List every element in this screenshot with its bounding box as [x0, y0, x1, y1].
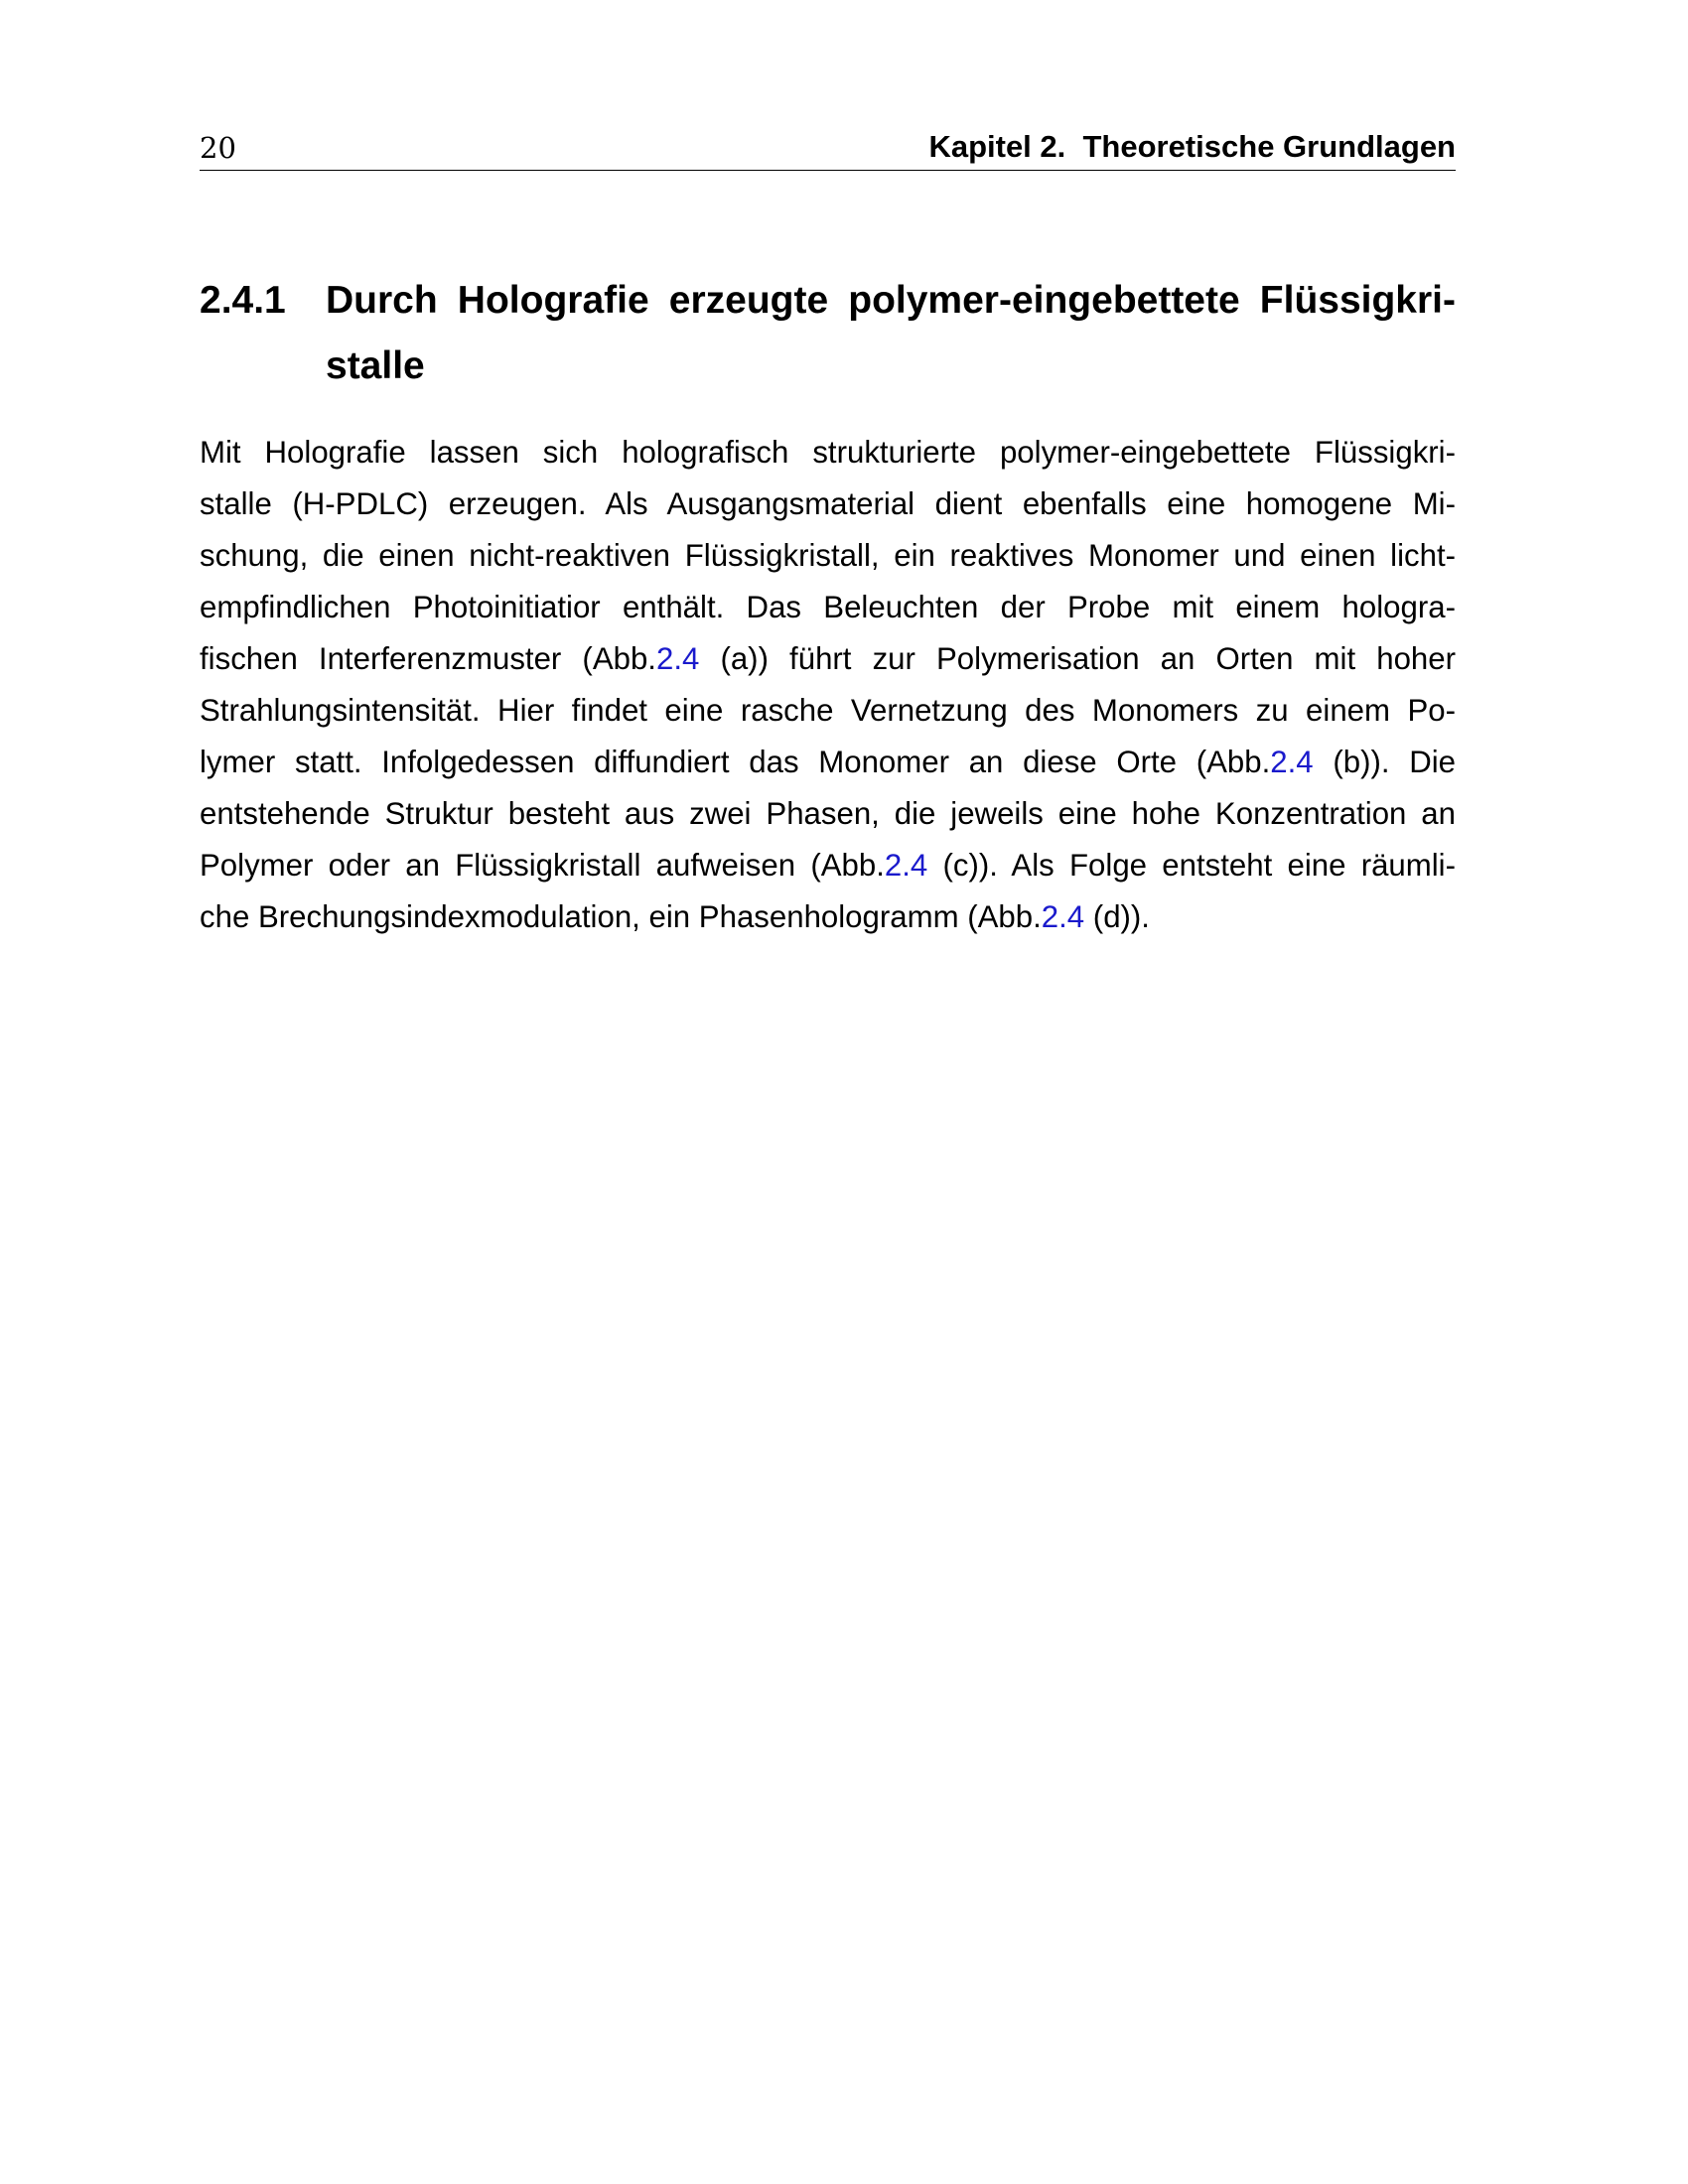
- text-run: lymer statt. Infolgedessen diffundiert das Monomer an diese Orte (Abb.: [200, 745, 1271, 779]
- text-run: entstehende Struktur besteht aus zwei Phasen, die jeweils eine hohe Konzentration an: [200, 796, 1456, 831]
- text-run: (a)) führt zur Polymerisation an Orten mit hoher: [699, 641, 1456, 676]
- paragraph-line: [200, 685, 1456, 737]
- text-run: Strahlungsintensität. Hier findet eine rasche Vernetzung des Monomers zu einem Po-: [200, 693, 1456, 728]
- figure-reference-link[interactable]: 2.4: [1270, 745, 1314, 779]
- paragraph-line: [200, 478, 1456, 530]
- section-heading: [200, 268, 1456, 399]
- figure-reference-link[interactable]: 2.4: [655, 641, 700, 676]
- text-run: Polymer oder an Flüssigkristall aufweisen (Abb.: [200, 848, 885, 883]
- body-paragraph: [200, 427, 1456, 943]
- section-title-line: stalle: [326, 344, 425, 387]
- section-title: [326, 268, 1456, 399]
- page-number: 20: [200, 131, 236, 165]
- figure-reference-link[interactable]: 2.4: [1041, 899, 1085, 934]
- paragraph-line: [200, 427, 1456, 478]
- text-run: (c)). Als Folge entsteht eine räumli-: [927, 848, 1456, 883]
- paragraph-line: [200, 737, 1456, 788]
- paragraph-line: [200, 840, 1456, 891]
- section-title-line: Durch Holografie erzeugte polymer-eingebettete Flüssigkri-: [326, 279, 1456, 322]
- text-run: (b)). Die: [1313, 745, 1457, 779]
- header-rule: [200, 170, 1456, 171]
- text-run: Mit Holografie lassen sich holografisch strukturierte polymer-eingebettete Flüssigkri-: [200, 435, 1456, 470]
- paragraph-line: [200, 788, 1456, 840]
- text-run: empfindlichen Photoinitiatior enthält. Das Beleuchten der Probe mit einem hologra-: [200, 590, 1456, 624]
- text-run: che Brechungsindexmodulation, ein Phasenhologramm (Abb.: [200, 899, 1042, 934]
- paragraph-line: [200, 891, 1456, 943]
- text-run: fischen Interferenzmuster (Abb.: [200, 641, 656, 676]
- running-head: Kapitel 2. Theoretische Grundlagen: [928, 129, 1456, 164]
- text-run: stalle (H-PDLC) erzeugen. Als Ausgangsmaterial dient ebenfalls eine homogene Mi-: [200, 486, 1456, 521]
- paragraph-line: [200, 633, 1456, 685]
- section-number: 2.4.1: [200, 279, 286, 322]
- figure-reference-link[interactable]: 2.4: [884, 848, 928, 883]
- text-run: (d)).: [1084, 899, 1150, 934]
- paragraph-line: [200, 530, 1456, 582]
- text-run: schung, die einen nicht-reaktiven Flüssigkristall, ein reaktives Monomer und einen licht-: [200, 538, 1456, 573]
- paragraph-line: [200, 582, 1456, 633]
